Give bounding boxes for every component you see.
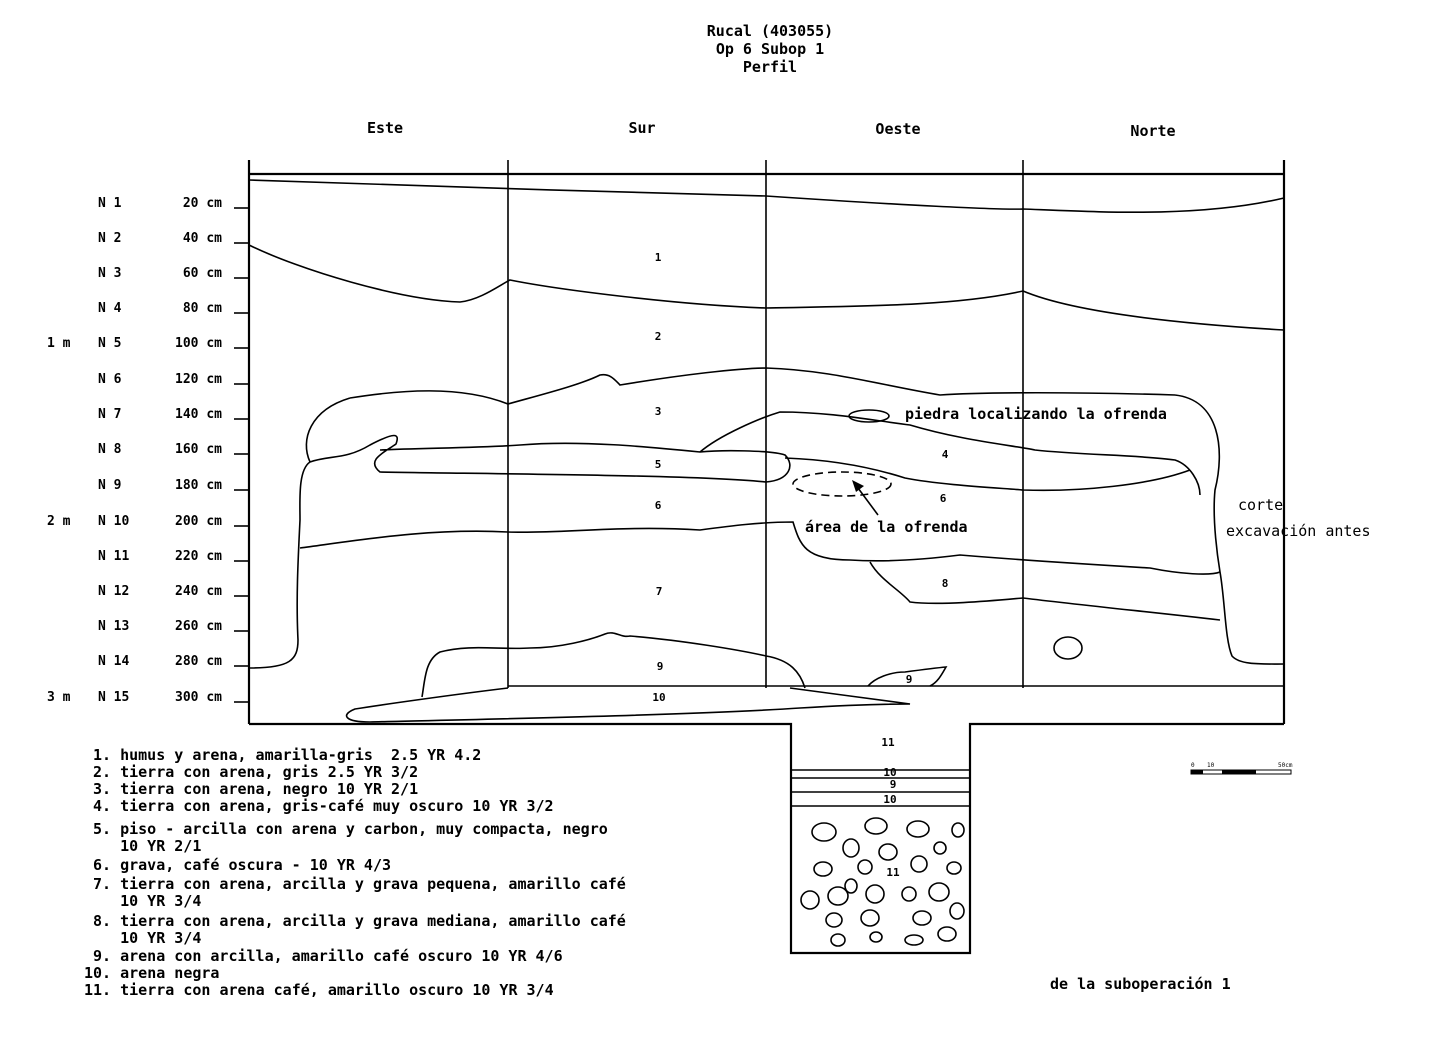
depth-row — [98, 619, 222, 634]
layer-number: 10 — [652, 691, 666, 704]
title-line-1: Rucal (403055) — [706, 22, 834, 40]
wall-label-sur: Sur — [628, 119, 656, 137]
depth-row — [98, 442, 222, 457]
ofrenda-area — [793, 472, 891, 496]
depth-row — [98, 654, 222, 669]
layer-3-outer — [306, 398, 350, 462]
depth-row — [98, 407, 222, 422]
depth-label: 280 cm — [175, 654, 222, 669]
meter-label: 1 m — [47, 336, 71, 351]
layer-number: 9 — [656, 660, 664, 673]
depth-row — [98, 584, 222, 599]
scale-bar — [1191, 762, 1293, 774]
legend-item: 10 YR 3/4 — [93, 929, 202, 947]
annotation-area: área de la ofrenda — [805, 518, 968, 536]
meter-label: 2 m — [47, 514, 71, 529]
annotation-corte: corte — [1238, 496, 1284, 514]
arrow-icon — [852, 480, 878, 515]
legend-item: 5. piso - arcilla con arena y carbon, muy compacta, negro — [93, 820, 608, 838]
boundary-2-3 — [350, 368, 1175, 404]
level-label: N 10 — [98, 514, 130, 529]
level-label: N 8 — [98, 442, 122, 457]
depth-label: 240 cm — [175, 584, 222, 599]
legend-item: 6. grava, café oscura - 10 YR 4/3 — [93, 856, 392, 874]
layer-number: 10 — [883, 793, 897, 806]
depth-label: 260 cm — [175, 619, 222, 634]
depth-row — [98, 372, 222, 387]
depth-label: 220 cm — [175, 549, 222, 564]
wall-label-oeste: Oeste — [875, 120, 921, 138]
level-label: N 5 — [98, 336, 122, 351]
annotation-piedra: piedra localizando la ofrenda — [905, 405, 1167, 423]
layer-number: 11 — [886, 866, 900, 879]
depth-row — [47, 336, 222, 351]
title-line-2: Op 6 Subop 1 — [715, 40, 825, 58]
level-label: N 14 — [98, 654, 130, 669]
layer-number: 7 — [655, 585, 663, 598]
stone-norte — [1054, 637, 1082, 659]
legend-item: 8. tierra con arena, arcilla y grava mediana, amarillo café — [93, 912, 626, 930]
layer-numbers — [652, 251, 948, 879]
legend-item: 10 YR 3/4 — [93, 892, 202, 910]
boundary-7-9 — [422, 633, 805, 697]
level-label: N 11 — [98, 549, 130, 564]
layer-number: 9 — [889, 778, 897, 791]
depth-scale — [47, 196, 222, 705]
legend-item: 4. tierra con arena, gris-café muy oscuro 10 YR 3/2 — [93, 797, 554, 815]
layer-10-lens — [347, 688, 910, 722]
depth-row — [47, 514, 222, 529]
depth-label: 40 cm — [182, 231, 222, 246]
depth-label: 200 cm — [175, 514, 222, 529]
layer-number: 8 — [941, 577, 949, 590]
depth-row — [98, 301, 222, 316]
layer-number: 2 — [654, 330, 662, 343]
layer-number: 10 — [883, 766, 897, 779]
gravel-stones — [801, 818, 964, 946]
layer-number: 1 — [654, 251, 662, 264]
legend-item: 1. humus y arena, amarilla-gris 2.5 YR 4.2 — [93, 746, 482, 764]
legend-item: 10. arena negra — [84, 964, 220, 982]
layer-number: 11 — [881, 736, 895, 749]
level-label: N 4 — [98, 301, 122, 316]
piedra-stone — [849, 410, 889, 422]
depth-row — [98, 266, 222, 281]
depth-label: 180 cm — [175, 478, 222, 493]
legend-item: 7. tierra con arena, arcilla y grava pequena, amarillo café — [93, 875, 626, 893]
title-line-3: Perfil — [742, 58, 798, 76]
level-label: N 12 — [98, 584, 130, 599]
depth-label: 80 cm — [182, 301, 222, 316]
meter-label: 3 m — [47, 690, 71, 705]
boundary-4-6 — [785, 458, 1190, 490]
boundary-6-7 — [300, 522, 1220, 574]
layer-number: 6 — [654, 499, 662, 512]
scale-start: 0 — [1191, 762, 1195, 769]
depth-label: 300 cm — [175, 690, 222, 705]
depth-row — [98, 231, 222, 246]
annotation-suboperacion: de la suboperación 1 — [1050, 975, 1231, 993]
depth-ticks — [234, 208, 248, 702]
depth-label: 160 cm — [175, 442, 222, 457]
layer-number: 5 — [654, 458, 662, 471]
wall-label-este: Este — [366, 119, 404, 137]
depth-label: 20 cm — [182, 196, 222, 211]
legend-item: 11. tierra con arena café, amarillo oscuro 10 YR 3/4 — [84, 981, 554, 999]
depth-row — [47, 690, 222, 705]
depth-label: 100 cm — [175, 336, 222, 351]
layer-number: 6 — [939, 492, 947, 505]
wall-label-norte: Norte — [1130, 122, 1176, 140]
level-label: N 2 — [98, 231, 122, 246]
level-label: N 3 — [98, 266, 122, 281]
layer-number: 4 — [941, 448, 949, 461]
legend-item: 3. tierra con arena, negro 10 YR 2/1 — [93, 780, 419, 798]
scale-end: 50cm — [1278, 762, 1293, 769]
depth-label: 140 cm — [175, 407, 222, 422]
level-label: N 7 — [98, 407, 122, 422]
level-label: N 6 — [98, 372, 122, 387]
depth-row — [98, 196, 222, 211]
scale-mid: 10 — [1207, 762, 1215, 769]
layer-6-outer — [250, 462, 310, 668]
layer-number: 9 — [905, 673, 913, 686]
depth-label: 60 cm — [182, 266, 222, 281]
legend-item: 10 YR 2/1 — [93, 837, 202, 855]
depth-label: 120 cm — [175, 372, 222, 387]
annotation-excavacion: excavación antes — [1226, 522, 1371, 540]
layer-5-lens — [310, 436, 790, 483]
depth-row — [98, 549, 222, 564]
legend-item: 9. arena con arcilla, amarillo café oscuro 10 YR 4/6 — [93, 947, 563, 965]
layer-number: 3 — [654, 405, 662, 418]
level-label: N 13 — [98, 619, 130, 634]
level-label: N 9 — [98, 478, 122, 493]
depth-row — [98, 478, 222, 493]
legend — [84, 746, 626, 999]
legend-item: 2. tierra con arena, gris 2.5 YR 3/2 — [93, 763, 419, 781]
level-label: N 15 — [98, 690, 130, 705]
level-label: N 1 — [98, 196, 122, 211]
